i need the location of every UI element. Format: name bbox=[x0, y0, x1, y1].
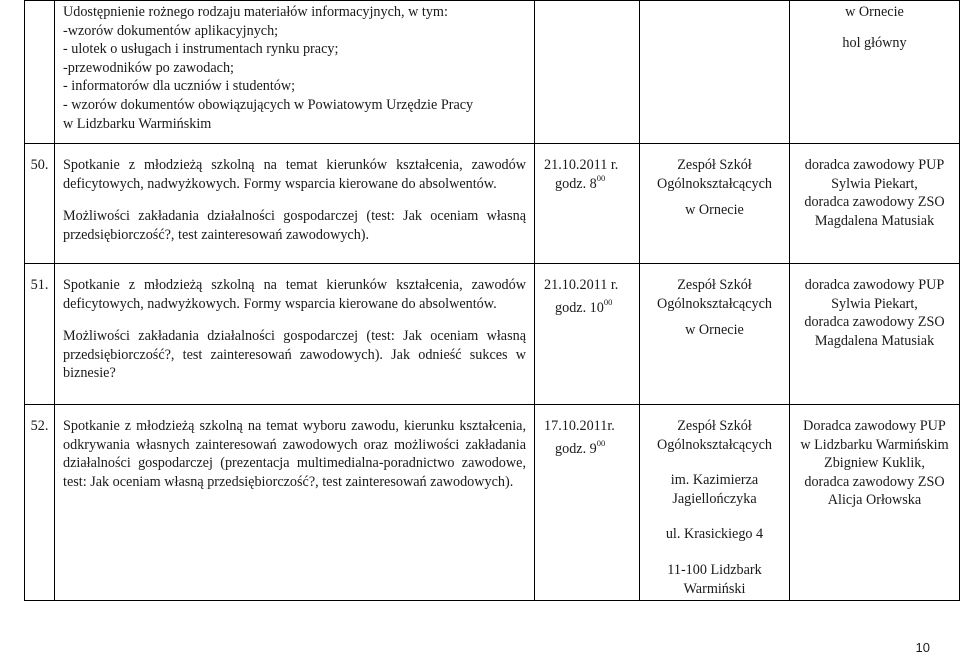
topic-paragraph: Spotkanie z młodzieżą szkolną na temat kierunków kształcenia, zawodów deficytowych, nadwyżkowych. Formy wsparcia kierowane do absolwentów. bbox=[63, 277, 526, 312]
topic-line: w Lidzbarku Warmińskim bbox=[63, 115, 212, 132]
place-line: Zespół Szkół bbox=[677, 418, 752, 434]
place-cell bbox=[640, 1, 790, 144]
time-minutes: 00 bbox=[603, 296, 613, 307]
topic-line: Udostępnienie rożnego rodzaju materiałów informacyjnych, w tym: bbox=[63, 4, 448, 20]
time-text bbox=[555, 437, 639, 459]
place-line: Jagiellończyka bbox=[672, 490, 757, 507]
topic-line: -przewodników po zawodach; bbox=[63, 59, 234, 76]
date-text: 17.10.2011r. bbox=[544, 418, 615, 434]
person-line: doradca zawodowy ZSO bbox=[804, 473, 945, 490]
time-text bbox=[555, 172, 639, 194]
place-line: Zespół Szkół bbox=[677, 277, 752, 293]
row-number-cell bbox=[25, 1, 55, 144]
row-number-cell: 50. bbox=[25, 144, 55, 264]
person-cell bbox=[790, 405, 960, 601]
person-line: doradca zawodowy ZSO bbox=[804, 194, 945, 211]
place-line: w Ornecie bbox=[685, 202, 744, 219]
place-line: 11-100 Lidzbark bbox=[667, 561, 762, 578]
time-label: godz. 9 bbox=[555, 440, 597, 457]
person-line: Magdalena Matusiak bbox=[814, 332, 935, 349]
date-cell bbox=[535, 264, 640, 405]
place-cell bbox=[640, 264, 790, 405]
person-cell bbox=[790, 264, 960, 405]
row-number-cell: 51. bbox=[25, 264, 55, 405]
place-line: w Ornecie bbox=[685, 322, 744, 339]
topic-cell bbox=[55, 405, 535, 601]
date-text: 21.10.2011 r. bbox=[544, 157, 619, 173]
place-cell bbox=[640, 405, 790, 601]
table-row bbox=[25, 144, 960, 264]
time-minutes: 00 bbox=[596, 437, 606, 448]
person-line: Magdalena Matusiak bbox=[814, 212, 935, 229]
place-line: Ogólnokształcących bbox=[656, 436, 773, 453]
person-cell bbox=[790, 144, 960, 264]
person-line: doradca zawodowy PUP bbox=[804, 157, 945, 173]
location-line: w Ornecie bbox=[845, 4, 904, 20]
time-minutes: 00 bbox=[596, 172, 606, 183]
date-cell bbox=[535, 405, 640, 601]
date-cell bbox=[535, 1, 640, 144]
person-line: Zbigniew Kuklik, bbox=[824, 455, 925, 472]
date-cell bbox=[535, 144, 640, 264]
row-number-cell: 52. bbox=[25, 405, 55, 601]
topic-line: - informatorów dla uczniów i studentów; bbox=[63, 78, 296, 95]
time-label: godz. 8 bbox=[555, 175, 597, 192]
topic-line: -wzorów dokumentów aplikacyjnych; bbox=[63, 22, 279, 39]
time-text bbox=[555, 296, 639, 318]
place-line: Ogólnokształcących bbox=[656, 175, 773, 192]
schedule-table bbox=[24, 0, 960, 601]
person-line: Doradca zawodowy PUP bbox=[803, 418, 946, 434]
topic-line: - ulotek o usługach i instrumentach rynku pracy; bbox=[63, 41, 339, 58]
person-line: w Lidzbarku Warmińskim bbox=[800, 436, 949, 453]
topic-paragraph: Spotkanie z młodzieżą szkolną na temat wyboru zawodu, kierunku kształcenia, odkrywania własnych zainteresowań zawodowych oraz możliwości zakładania działalności gospodarczej (prezentacja multimedialna-poradnictwo zawodowe, test: Jak oceniam własną przedsiębiorczość?, test zainteresowań zawodowych). bbox=[63, 418, 526, 490]
location-cell bbox=[790, 1, 960, 144]
person-line: Sylwia Piekart, bbox=[831, 295, 918, 312]
person-line: Sylwia Piekart, bbox=[831, 175, 918, 192]
topic-cell bbox=[55, 264, 535, 405]
topic-cell bbox=[55, 144, 535, 264]
table-row bbox=[25, 405, 960, 601]
topic-paragraph: Spotkanie z młodzieżą szkolną na temat kierunków kształcenia, zawodów deficytowych, nadwyżkowych. Formy wsparcia kierowane do absolwentów. bbox=[63, 157, 526, 192]
place-cell bbox=[640, 144, 790, 264]
page-number: 10 bbox=[915, 640, 930, 655]
date-text: 21.10.2011 r. bbox=[544, 277, 619, 293]
place-line: im. Kazimierza bbox=[670, 472, 759, 489]
place-line: Ogólnokształcących bbox=[656, 295, 773, 312]
time-label: godz. 10 bbox=[555, 299, 604, 316]
table-row bbox=[25, 264, 960, 405]
topic-cell bbox=[55, 1, 535, 144]
place-line: Warmiński bbox=[683, 580, 746, 597]
place-line: ul. Krasickiego 4 bbox=[665, 526, 764, 543]
person-line: Alicja Orłowska bbox=[827, 492, 922, 509]
topic-paragraph: Możliwości zakładania działalności gospodarczej (test: Jak oceniam własną przedsiębiorczość?, test zainteresowań zawodowych). bbox=[63, 208, 526, 243]
person-line: doradca zawodowy ZSO bbox=[804, 314, 945, 331]
person-line: doradca zawodowy PUP bbox=[804, 277, 945, 293]
topic-line: - wzorów dokumentów obowiązujących w Powiatowym Urzędzie Pracy bbox=[63, 96, 474, 113]
topic-paragraph: Możliwości zakładania działalności gospodarczej (test: Jak oceniam własną przedsiębiorczość?, test zainteresowań zawodowych). Jak odnieść sukces w biznesie? bbox=[63, 328, 526, 382]
place-line: Zespół Szkół bbox=[677, 157, 752, 173]
table-row bbox=[25, 1, 960, 144]
location-line: hol główny bbox=[842, 34, 907, 51]
